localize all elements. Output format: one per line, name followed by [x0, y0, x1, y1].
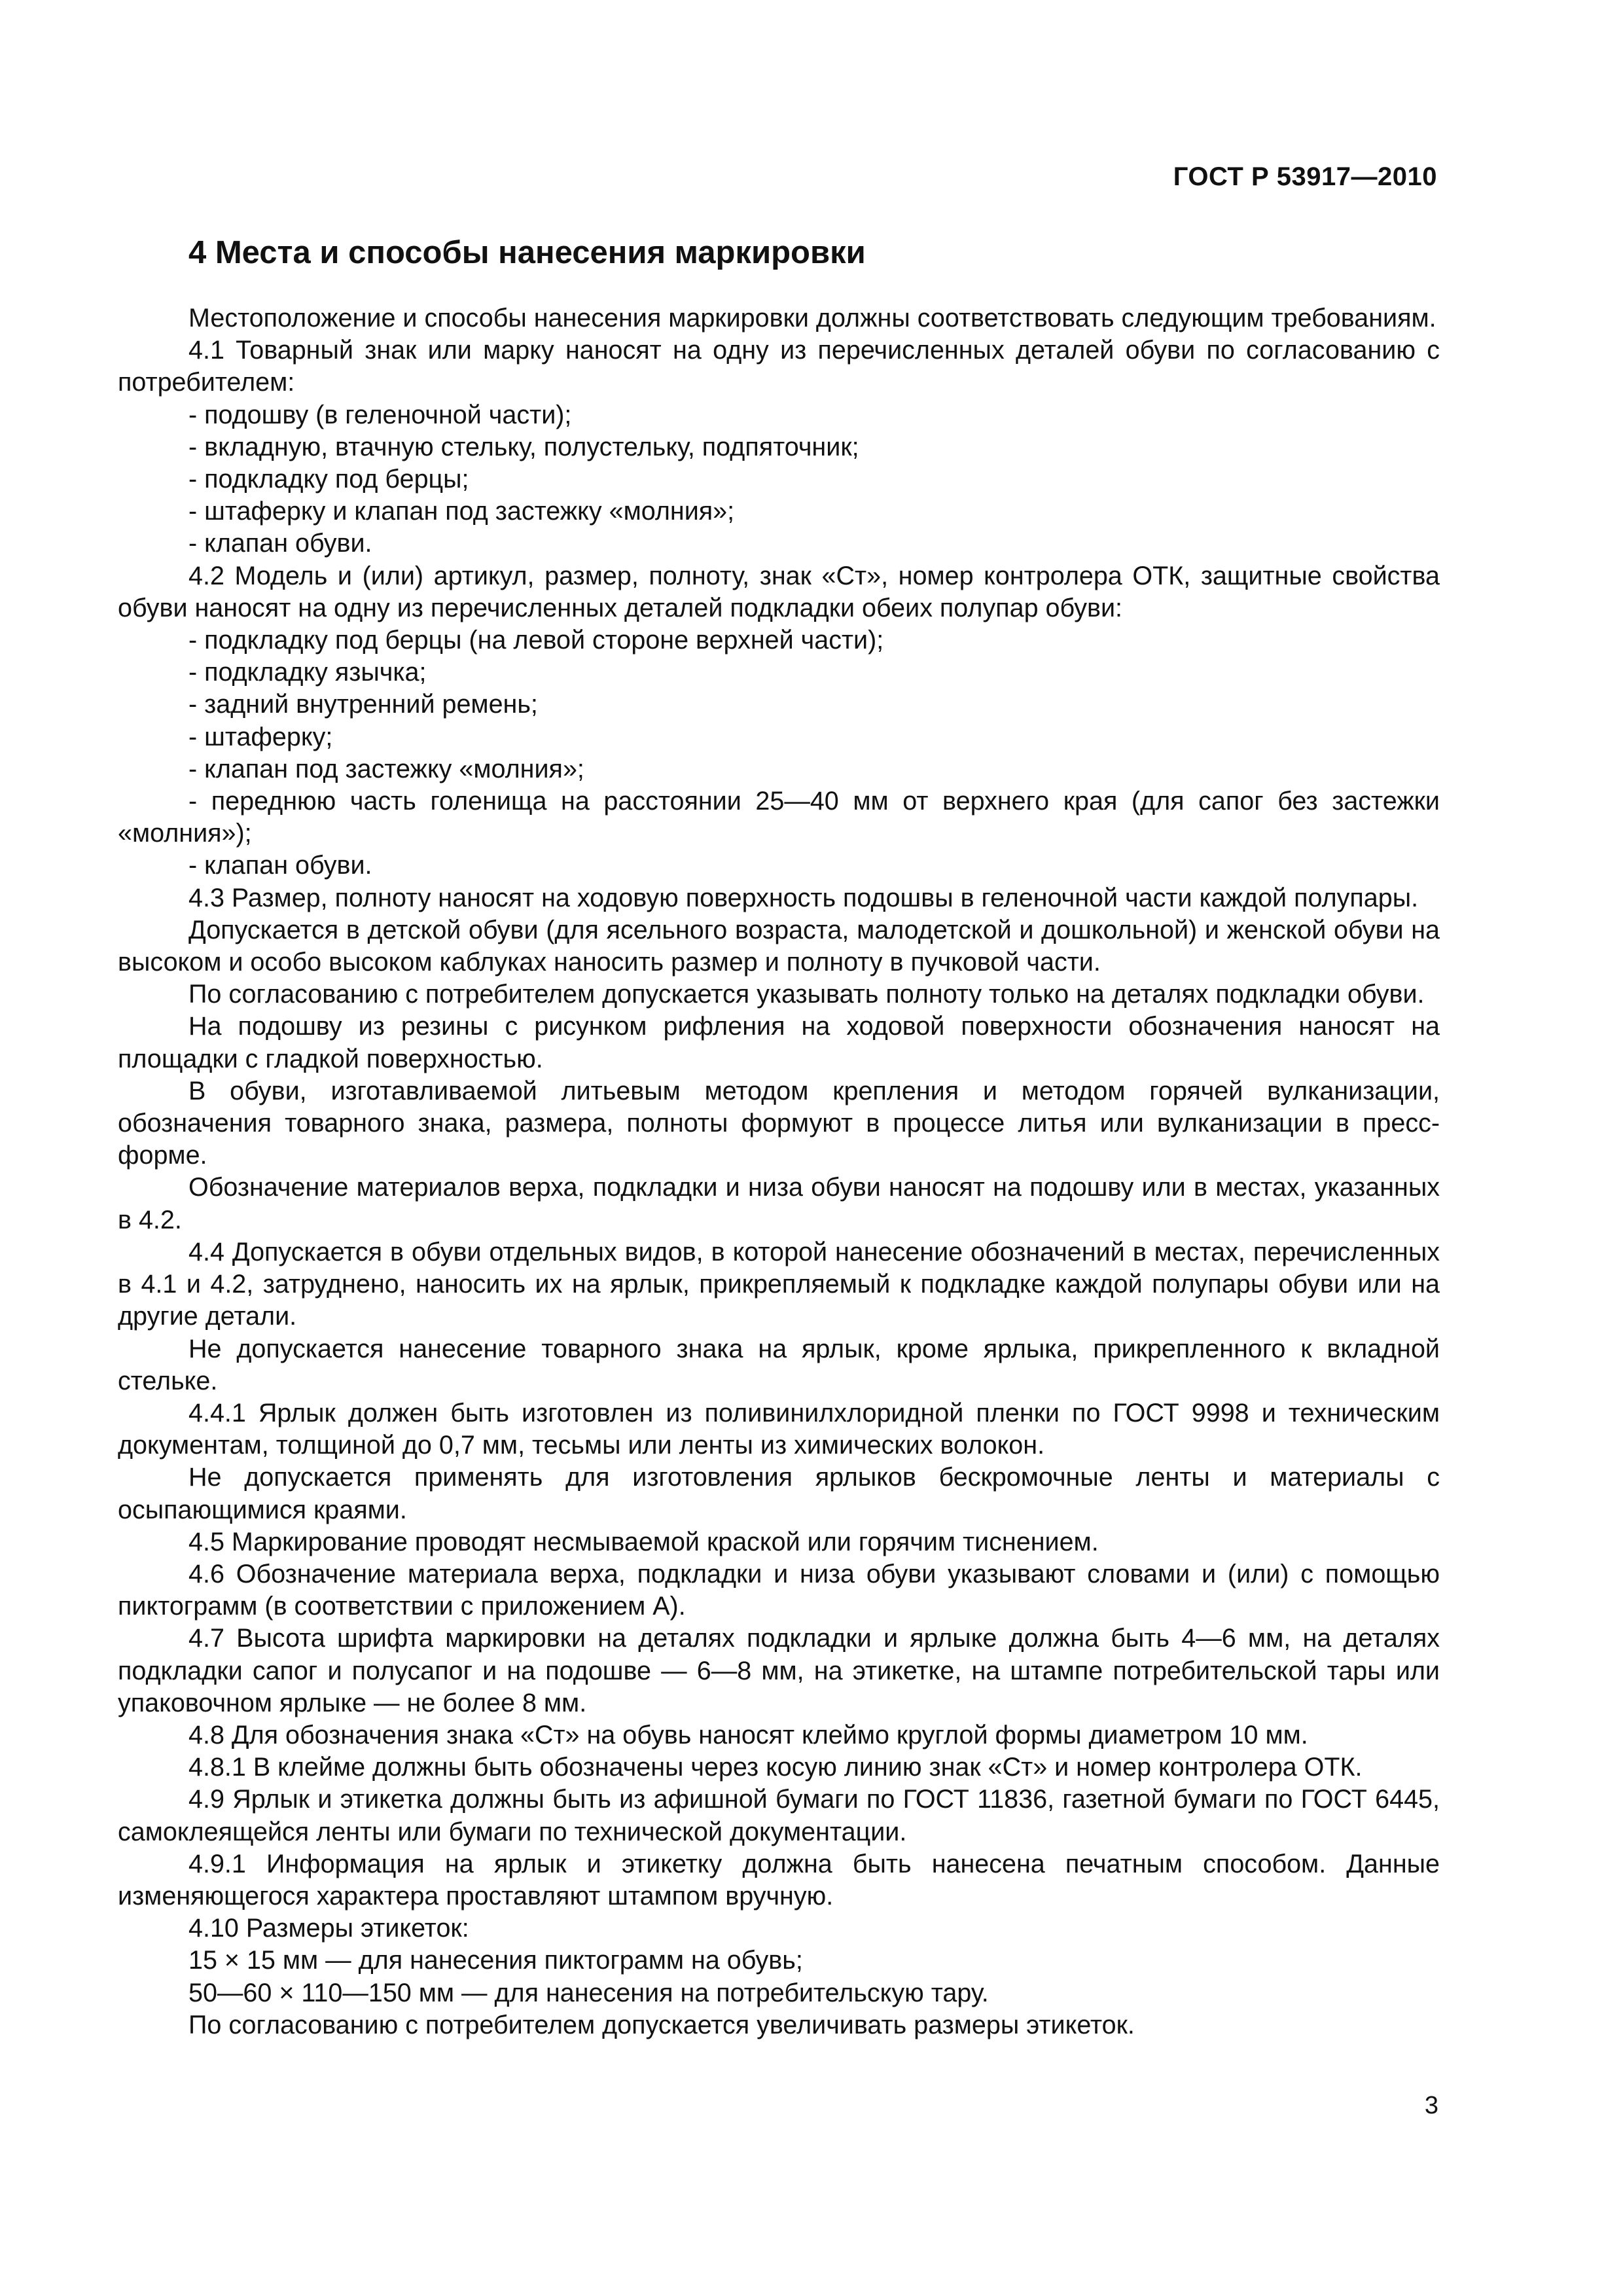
paragraph: В обуви, изготавливаемой литьевым методом крепления и методом горячей вулканизации, обозначения товарного знака, размера, полноты формуют в процессе литья или вулканизации в пресс-форме. — [118, 1076, 1440, 1170]
paragraph: - переднюю часть голенища на расстоянии 25—40 мм от верхнего края (для сапог без застежки «молния»); — [118, 787, 1440, 848]
paragraph: 4.3 Размер, полноту наносят на ходовую поверхность подошвы в геленочной части каждой полупары. — [188, 883, 1419, 912]
paragraph: Местоположение и способы нанесения маркировки должны соответствовать следующим требованиям. — [188, 304, 1436, 332]
paragraph: 4.1 Товарный знак или марку наносят на одну из перечисленных деталей обуви по согласованию с потребителем: — [118, 336, 1440, 397]
paragraph: 4.8 Для обозначения знака «Ст» на обувь наносят клеймо круглой формы диаметром 10 мм. — [188, 1720, 1308, 1749]
list-item: - подошву (в геленочной части); — [188, 400, 572, 429]
list-item: - вкладную, втачную стельку, полустельку, подпяточник; — [188, 432, 859, 461]
list-item: - клапан под застежку «молния»; — [188, 754, 584, 783]
section-title: 4 Места и способы нанесения маркировки — [188, 235, 866, 270]
paragraph: 4.4 Допускается в обуви отдельных видов, в которой нанесение обозначений в местах, перечисленных в 4.1 и 4.2, затруднено, наносить их на ярлык, прикрепляемый к подкладке каждой полупары обуви или на другие детали. — [118, 1237, 1440, 1331]
list-item: - клапан обуви. — [188, 529, 372, 558]
list-item: - подкладку под берцы; — [188, 465, 469, 494]
document-body — [118, 302, 1440, 2041]
list-item: - задний внутренний ремень; — [188, 690, 538, 719]
paragraph: 4.2 Модель и (или) артикул, размер, полноту, знак «Ст», номер контролера ОТК, защитные свойства обуви наносят на одну из перечисленных деталей подкладки обеих полупар обуви: — [118, 561, 1440, 622]
paragraph: 4.4.1 Ярлык должен быть изготовлен из поливинилхлоридной пленки по ГОСТ 9998 и техническим документам, толщиной до 0,7 мм, тесьмы или ленты из химических волокон. — [118, 1398, 1440, 1460]
document-code-header: ГОСТ Р 53917—2010 — [1173, 162, 1437, 191]
paragraph: 4.9.1 Информация на ярлык и этикетку должна быть нанесена печатным способом. Данные изменяющегося характера проставляют штампом вручную. — [118, 1849, 1440, 1910]
list-item: - подкладку под берцы (на левой стороне верхней части); — [188, 626, 884, 655]
paragraph: 4.8.1 В клейме должны быть обозначены через косую линию знак «Ст» и номер контролера ОТК. — [188, 1753, 1363, 1782]
list-item: - подкладку язычка; — [188, 658, 427, 687]
paragraph: Не допускается применять для изготовления ярлыков бескромочные ленты и материалы с осыпающимися краями. — [118, 1463, 1440, 1524]
paragraph: По согласованию с потребителем допускается указывать полноту только на деталях подкладки обуви. — [188, 980, 1425, 1009]
paragraph: 4.6 Обозначение материала верха, подкладки и низа обуви указывают словами и (или) с помощью пиктограмм (в соответствии с приложением А). — [118, 1559, 1440, 1621]
paragraph: Не допускается нанесение товарного знака на ярлык, кроме ярлыка, прикрепленного к вкладной стельке. — [118, 1334, 1440, 1395]
paragraph: На подошву из резины с рисунком рифления на ходовой поверхности обозначения наносят на площадки с гладкой поверхностью. — [118, 1012, 1440, 1073]
paragraph: 15 × 15 мм — для нанесения пиктограмм на обувь; — [188, 1946, 803, 1975]
paragraph: 4.10 Размеры этикеток: — [188, 1914, 469, 1943]
paragraph: 4.5 Маркирование проводят несмываемой краской или горячим тиснением. — [188, 1527, 1099, 1556]
list-item: - клапан обуви. — [188, 851, 372, 880]
paragraph: Обозначение материалов верха, подкладки и низа обуви наносят на подошву или в местах, указанных в 4.2. — [118, 1173, 1440, 1234]
paragraph: Допускается в детской обуви (для ясельного возраста, малодетской и дошкольной) и женской обуви на высоком и особо высоком каблуках наносить размер и полноту в пучковой части. — [118, 915, 1440, 977]
paragraph: 4.7 Высота шрифта маркировки на деталях подкладки и ярлыке должна быть 4—6 мм, на деталях подкладки сапог и полусапог и на подошве — 6—8 мм, на этикетке, на штампе потребительской тары или упаковочном ярлыке — не более 8 мм. — [118, 1624, 1440, 1717]
list-item: - штаферку; — [188, 722, 333, 751]
paragraph: 50—60 × 110—150 мм — для нанесения на потребительскую тару. — [188, 1978, 989, 2007]
paragraph: 4.9 Ярлык и этикетка должны быть из афишной бумаги по ГОСТ 11836, газетной бумаги по ГОСТ 6445, самоклеящейся ленты или бумаги по технической документации. — [118, 1785, 1440, 1846]
page-number: 3 — [1424, 2092, 1438, 2119]
list-item: - штаферку и клапан под застежку «молния»; — [188, 497, 735, 526]
paragraph: По согласованию с потребителем допускается увеличивать размеры этикеток. — [188, 2010, 1135, 2039]
